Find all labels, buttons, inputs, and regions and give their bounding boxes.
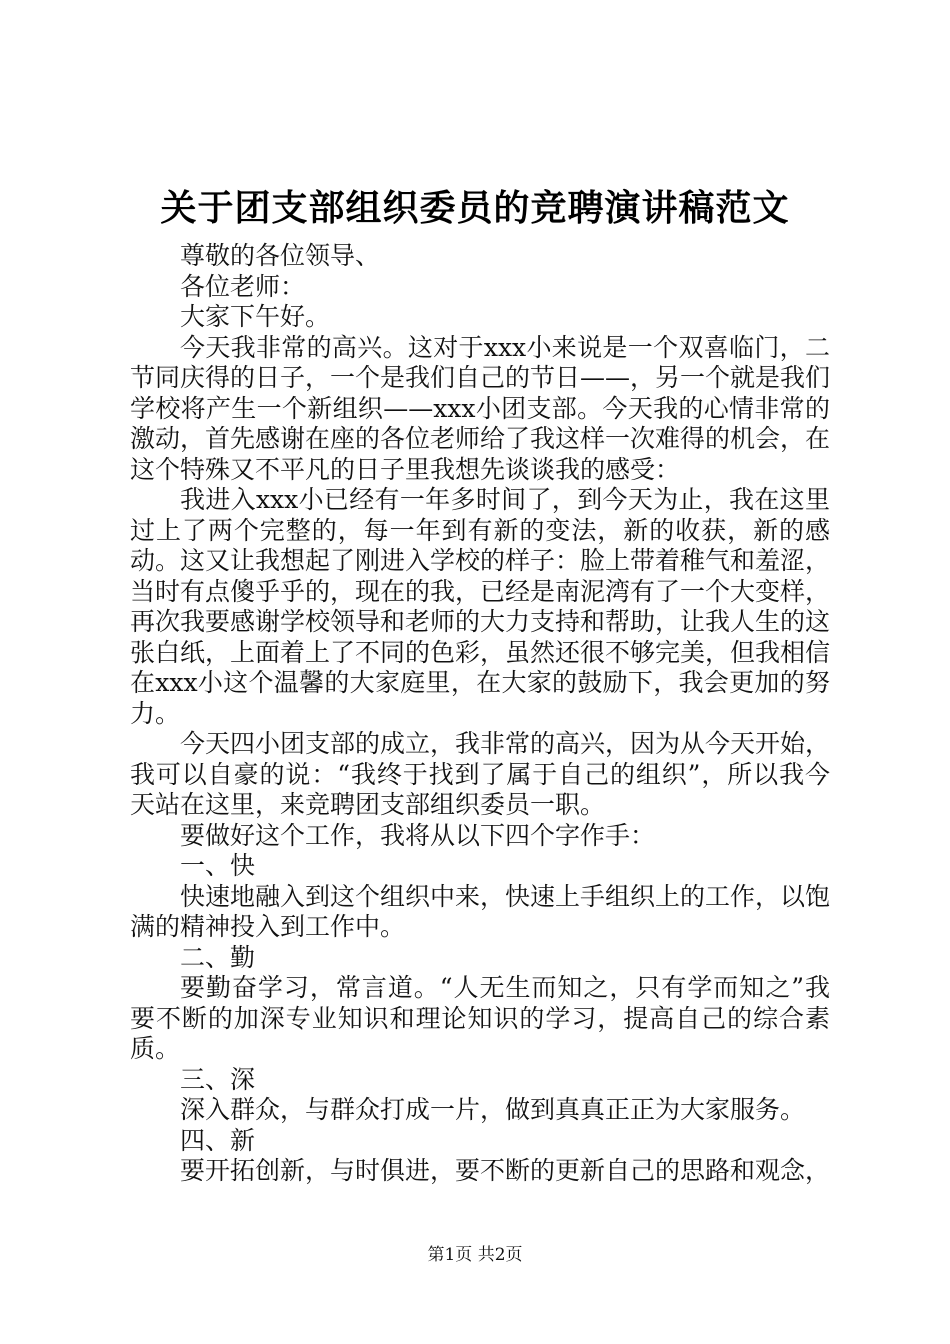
- section-heading: 三、深: [180, 1064, 256, 1094]
- paragraph: 要做好这个工作，我将从以下四个字作手：: [180, 820, 656, 850]
- section-heading: 一、快: [180, 851, 256, 880]
- paragraph: 各位老师：: [180, 271, 306, 301]
- paragraph: 我进入xxx小已经有一年多时间了，到今天为止，我在这里过上了两个完整的，每一年到有新的变法，新的收获，新的感动。这又让我想起了刚进入学校的样子：脸上带着稚气和羞涩，当时有点傻乎乎的，现在的我，已经是南泥湾有了一个大变样，再次我要感谢学校领导和老师的大力支持和帮助，让我人生的这张白纸，上面着上了不同的色彩，虽然还很不够完美，但我相信在xxx小这个温馨的大家庭里，在大家的鼓励下，我会更加的努力。: [130, 485, 831, 728]
- page-footer: [0, 1240, 950, 1265]
- document-body: [130, 241, 830, 1187]
- paragraph: 快速地融入到这个组织中来，快速上手组织上的工作，以饱满的精神投入到工作中。: [130, 881, 831, 941]
- section-heading: 二、勤: [180, 942, 256, 972]
- page-total: 共2页: [477, 1245, 523, 1265]
- paragraph: 深入群众，与群众打成一片，做到真真正正为大家服务。: [180, 1095, 806, 1124]
- paragraph: 今天我非常的高兴。这对于xxx小来说是一个双喜临门，二节同庆得的日子，一个是我们自己的节日——，另一个就是我们学校将产生一个新组织——xxx小团支部。今天我的心情非常的激动，首先感谢在座的各位老师给了我这样一次难得的机会，在这个特殊又不平凡的日子里我想先谈谈我的感受：: [130, 332, 831, 484]
- page-number: 第1页: [427, 1245, 473, 1265]
- paragraph: 要勤奋学习，常言道。“人无生而知之，只有学而知之”我要不断的加深专业知识和理论知识的学习，提高自己的综合素质。: [130, 973, 830, 1063]
- section-heading: 四、新: [180, 1125, 256, 1155]
- paragraph: 大家下午好。: [180, 302, 331, 331]
- paragraph: 今天四小团支部的成立，我非常的高兴，因为从今天开始，我可以自豪的说：“我终于找到了属于自己的组织”，所以我今天站在这里，来竞聘团支部组织委员一职。: [130, 729, 831, 819]
- paragraph: 要开拓创新，与时俱进，要不断的更新自己的思路和观念，: [180, 1156, 831, 1185]
- document-title: 关于团支部组织委员的竞聘演讲稿范文: [160, 187, 790, 229]
- paragraph: 尊敬的各位领导、: [180, 241, 381, 270]
